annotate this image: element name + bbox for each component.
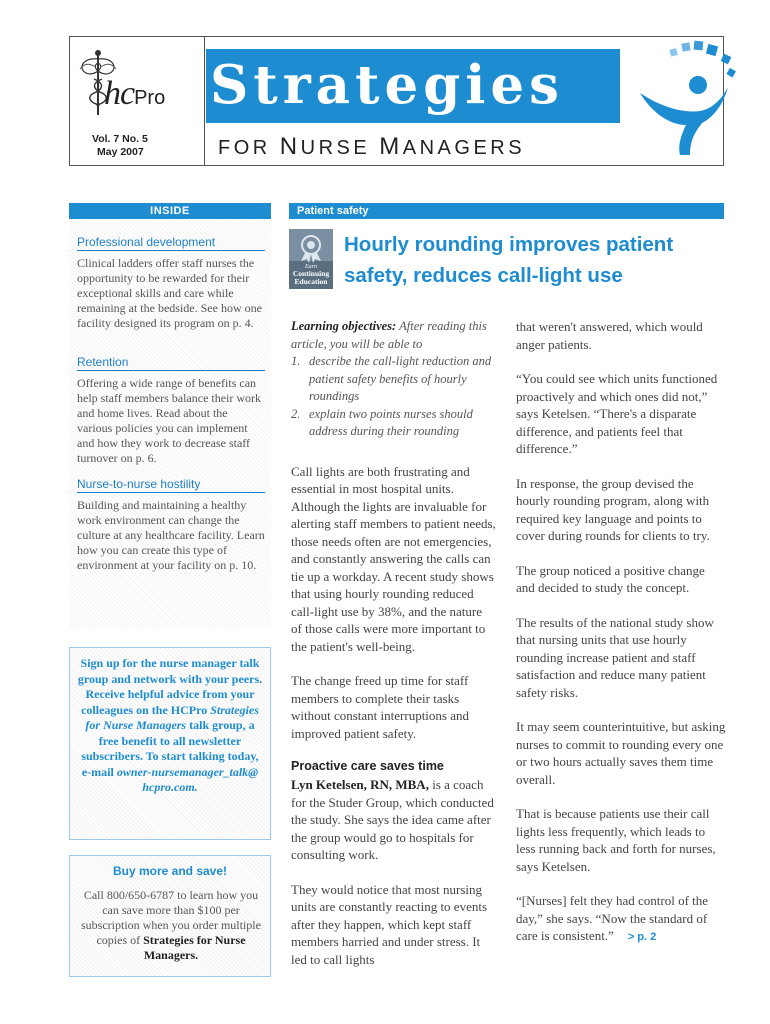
objective-item: 2. explain two points nurses should address during their rounding bbox=[291, 406, 473, 438]
sidebar-heading: INSIDE bbox=[69, 203, 271, 219]
masthead bbox=[69, 36, 724, 166]
buy-more-box bbox=[69, 855, 271, 977]
svg-text:Earn: Earn bbox=[305, 264, 317, 270]
sidebar-section-nurse-hostility bbox=[77, 477, 265, 573]
article-paragraph: The group noticed a positive change and decided to study the concept. bbox=[516, 562, 705, 595]
objective-item: 1. describe the call-light reduction and patient safety benefits of hourly roundings bbox=[291, 354, 492, 403]
sidebar-section-body: Offering a wide range of benefits can help staff members balance their work and home lives. Read about the various policies you can implement and how they work to decrease staff turnover on p. 6. bbox=[77, 376, 262, 465]
volume-number: Vol. 7 No. 5 bbox=[92, 133, 148, 145]
svg-text:Continuing: Continuing bbox=[292, 269, 330, 278]
article-column-2 bbox=[516, 318, 726, 964]
article-paragraph: The results of the national study show that nursing units that use hourly rounding increase patient and staff satisfaction and reduce many patient safety risks. bbox=[516, 614, 714, 700]
article-paragraph: that weren't answered, which would anger patients. bbox=[516, 319, 703, 352]
buy-more-title: Buy more and save! bbox=[112, 864, 228, 878]
article-paragraph: The change freed up time for staff members to complete their tasks without constant interruptions and improved patient safety. bbox=[291, 673, 470, 741]
newsletter-title: Strategies bbox=[210, 54, 564, 116]
sidebar-section-retention bbox=[77, 355, 265, 466]
talk-group-promo: Sign up for the nurse manager talk group and network with your peers. Receive helpful advice from your colleagues on the HCPro Strategies for Nurse Managers talk group, a free benefit to all newsletter subscribers. To start talking today, e-mail owner-nursemanager_talk@ hcpro.com. bbox=[69, 647, 271, 840]
sidebar-section-title: Retention bbox=[77, 355, 265, 371]
inside-sidebar bbox=[69, 203, 271, 628]
newsletter-subtitle: FOR NURSE MANAGERS bbox=[218, 133, 526, 160]
talk-group-email-link[interactable]: owner-nursemanager_talk@ hcpro.com. bbox=[116, 764, 259, 794]
issue-info bbox=[92, 133, 192, 159]
continued-on-page-link[interactable]: > p. 2 bbox=[627, 931, 657, 943]
learning-objectives: Learning objectives: After reading this article, you will be able to 1. describe the call-light reduction and patient safety benefits of hourly roundings 2. explain two points nurses should address during their rounding bbox=[291, 318, 496, 441]
article-paragraph: Call lights are both frustrating and essential in most hospital units. Although the lights are invaluable for alerting staff members to patient needs, those needs often are not emergencies, and constantly answering the calls can tie up a workday. A recent study shows that using hourly rounding reduced call-light use by 38%, and the nature of those calls were more important to the patient's well-being. bbox=[291, 463, 496, 654]
sidebar-section-body: Building and maintaining a healthy work environment can change the culture at any healthcare facility. Learn how you can create this type of environment at your facility on p. 10. bbox=[77, 498, 265, 572]
article-paragraph: They would notice that most nursing units are constantly reacting to events after they happen, which kept staff members harried and under stress. It led to call lights bbox=[291, 881, 488, 967]
article-subhead: Proactive care saves time bbox=[291, 759, 444, 773]
article-paragraph: In response, the group devised the hourly rounding program, along with required key language and points to cover during rounds for clients to try. bbox=[516, 475, 710, 543]
title-band bbox=[206, 49, 620, 123]
svg-text:Education: Education bbox=[294, 277, 328, 286]
sidebar-section-professional-development bbox=[77, 235, 265, 331]
hcpro-logo: hcPro bbox=[104, 75, 166, 112]
article-paragraph-byline: Lyn Ketelsen, RN, MBA, is a coach for the Studer Group, which conducted the study. She says the idea came after the group would go to hospitals for consulting work. bbox=[291, 777, 494, 862]
buy-more-body: Call 800/650-6787 to learn how you can save more than $100 per subscription when you order multiple copies of Strategies for Nurse Managers. bbox=[81, 888, 261, 962]
sidebar-section-title: Professional development bbox=[77, 235, 265, 251]
section-label: Patient safety bbox=[289, 203, 724, 219]
nurse-figure-icon bbox=[630, 27, 740, 157]
sidebar-section-title: Nurse-to-nurse hostility bbox=[77, 477, 265, 493]
issue-date: May 2007 bbox=[97, 146, 144, 158]
article-paragraph: It may seem counterintuitive, but asking nurses to commit to rounding every one or two hours actually saves them time overall. bbox=[516, 719, 726, 787]
sidebar-section-body: Clinical ladders offer staff nurses the opportunity to be rewarded for their exceptional skills and care while remaining at the bedside. See how one facility designed its program on p. 4. bbox=[77, 256, 262, 330]
article-paragraph: “You could see which units functioned proactively and which ones did not,” says Ketelsen. “There's a disparate difference, and patients feel that difference.” bbox=[516, 371, 718, 456]
article-column-1 bbox=[291, 318, 496, 985]
logo-box bbox=[70, 37, 205, 166]
article-headline: Hourly rounding improves patient safety, reduces call-light use bbox=[344, 233, 674, 287]
article-paragraph: “[Nurses] felt they had control of the day,” she says. “Now the standard of care is consistent.” > p. 2 bbox=[516, 893, 709, 943]
continuing-education-badge-icon bbox=[289, 229, 333, 289]
article-paragraph: That is because patients use their call lights less frequently, which leads to less running back and forth for nurses, says Ketelsen. bbox=[516, 806, 716, 874]
